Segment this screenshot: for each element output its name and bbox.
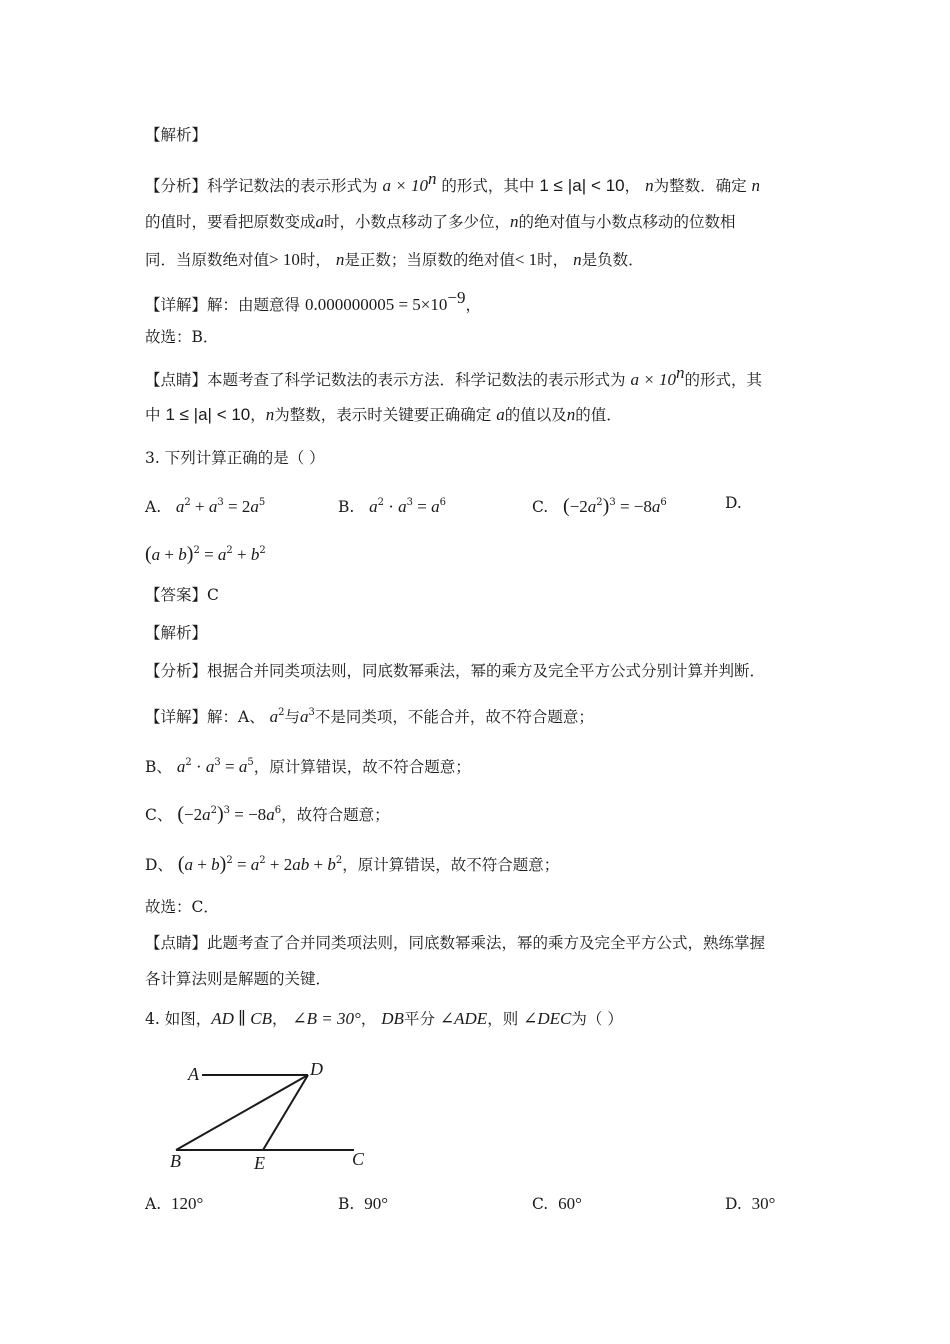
segment-de <box>263 1075 308 1150</box>
q2-analysis-line-1: 【分析】科学记数法的表示形式为 $a \times 10^n$ 的形式，其中 1 ≤ |a| < 10， n为整数．确定 n <box>145 169 761 195</box>
label-point-d: D <box>310 1059 323 1079</box>
q3-dianjing-line-2: 各计算法则是解题的关键． <box>145 970 332 988</box>
q3-option-d-label: D. <box>725 494 742 512</box>
segment-bd <box>176 1075 308 1150</box>
q3-dianjing-line-1: 【点睛】此题考查了合并同类项法则，同底数幂乘法，幂的乘方及完全平方公式，熟练掌握 <box>145 934 766 952</box>
q2-dianjing-line-2: 中 1 ≤ |a| < 10，n为整数，表示时关键要正确确定 a的值以及n的值． <box>145 405 622 424</box>
q3-option-a: A. $a^2 + a^3 = 2a^5$ <box>145 497 266 516</box>
q3-stem: 3. 下列计算正确的是（ ） <box>145 449 325 467</box>
q4-stem: 4. 如图，AD ∥ CB， ∠B = 30°， DB平分 ∠ADE，则 ∠DEC为（ ） <box>145 1009 623 1028</box>
q2-detail: 【详解】解：由题意得 $0.000000005 = 5\times 10^{-9}$， <box>145 288 482 314</box>
q3-detail-b: B、 $a^2 \cdot a^3 = a^5$，原计算错误，故不符合题意； <box>145 757 471 776</box>
q3-option-b: B. $a^2 \cdot a^3 = a^6$ <box>338 497 446 516</box>
q2-dianjing-line-1: 【点睛】本题考查了科学记数法的表示方法．科学记数法的表示形式为 $a \times 10^n$的形式，其 <box>145 363 762 389</box>
q3-analysis: 【分析】根据合并同类项法则，同底数幂乘法，幂的乘方及完全平方公式分别计算并判断． <box>145 662 766 680</box>
q3-detail-a: 【详解】解：A、 $a^2$与$a^3$不是同类项，不能合并，故不符合题意； <box>145 707 594 726</box>
q3-detail-c: C、 $(-2a^2)^3 = -8a^6$，故符合题意； <box>145 803 390 825</box>
q2-analysis-line-3: 同．当原数绝对值> 10时， n是正数；当原数的绝对值< 1时， n是负数． <box>145 250 644 269</box>
analysis-header: 【解析】 <box>145 126 208 144</box>
q2-choose: 故选：B． <box>145 328 219 346</box>
label-point-c: C <box>352 1149 365 1169</box>
q2-analysis-line-2: 的值时，要看把原数变成a时，小数点移动了多少位，n的绝对值与小数点移动的位数相 <box>145 212 736 231</box>
q4-option-a: A. 120° <box>145 1194 204 1213</box>
label-point-e: E <box>254 1153 265 1173</box>
q3-answer: 【答案】C <box>145 586 219 604</box>
q3-detail-d: D、 $(a + b)^2 = a^2 + 2ab + b^2$，原计算错误，故不符合题意； <box>145 853 560 875</box>
q4-option-b: B. 90° <box>338 1194 388 1213</box>
label-point-b: B <box>170 1151 181 1171</box>
q4-option-c: C. 60° <box>532 1194 582 1213</box>
q3-option-c: C. $(-2a^2)^3 = -8a^6$ <box>532 495 667 517</box>
label-point-a: A <box>188 1064 199 1084</box>
geometry-figure <box>168 1055 388 1180</box>
q3-choose: 故选：C． <box>145 898 219 916</box>
q4-option-d: D. 30° <box>725 1194 776 1213</box>
q3-option-d: $(a + b)^2 = a^2 + b^2$ <box>145 543 266 565</box>
q3-analysis-header: 【解析】 <box>145 624 208 642</box>
